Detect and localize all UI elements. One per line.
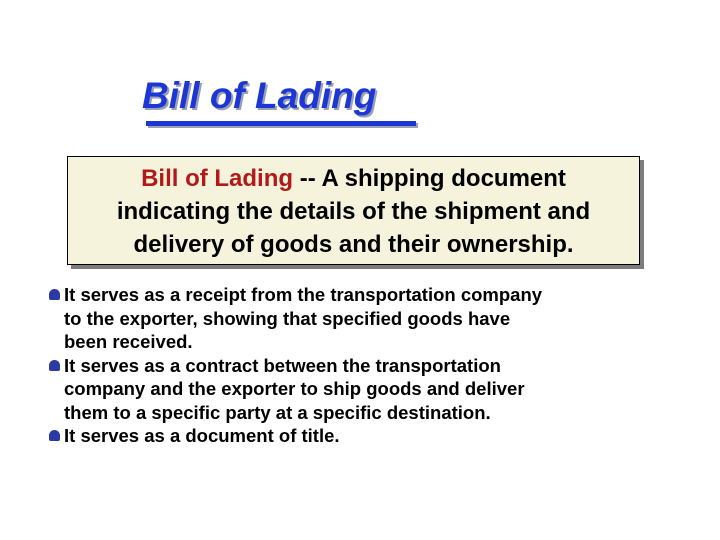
title-underline — [146, 121, 416, 126]
u-shaped-bullet-icon — [49, 430, 60, 441]
definition-term: Bill of Lading — [141, 165, 294, 192]
u-shaped-bullet-icon — [49, 360, 60, 371]
bullet-line: them to a specific party at a specific destination. — [64, 401, 491, 423]
definition-line-2: indicating the details of the shipment and — [116, 198, 591, 225]
definition-line-3: delivery of goods and their ownership. — [133, 231, 574, 258]
bullet-item — [50, 354, 710, 425]
bullet-line: been received. — [64, 331, 193, 352]
definition-separator: -- — [293, 165, 322, 192]
bullet-line: company and the exporter to ship goods and deliver — [64, 378, 525, 399]
bullet-list — [50, 283, 710, 448]
bullet-line: It serves as a contract between the transportation — [64, 354, 501, 376]
bullet-item — [50, 283, 710, 354]
definition-line-1-rest: A shipping document — [321, 165, 566, 192]
definition-box — [67, 156, 640, 265]
bullet-line: It serves as a receipt from the transportation company — [64, 284, 543, 305]
bullet-line: It serves as a document of title. — [64, 425, 340, 446]
bullet-line: to the exporter, showing that specified goods have — [64, 307, 511, 329]
u-shaped-bullet-icon — [49, 289, 60, 300]
slide-title: Bill of Lading — [142, 75, 377, 116]
definition-line-1 — [68, 162, 639, 195]
title-block — [142, 74, 376, 118]
bullet-item — [50, 424, 710, 448]
